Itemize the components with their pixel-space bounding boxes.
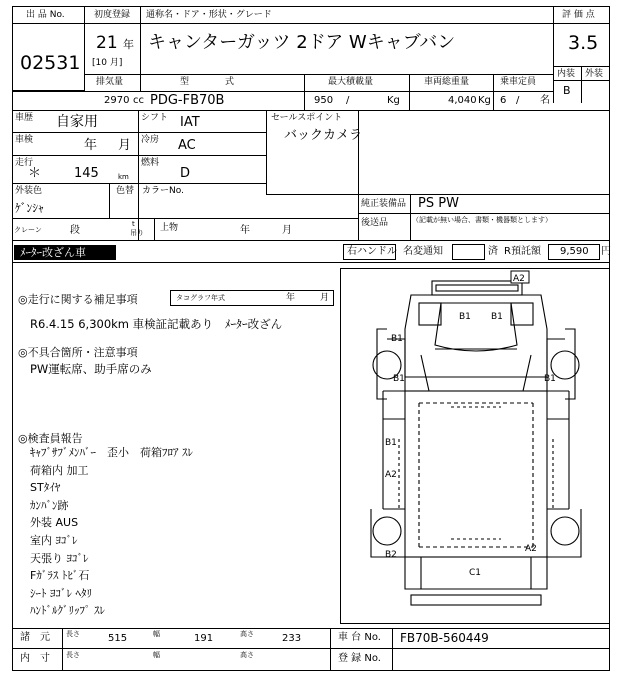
recycle-amount: 9,590	[560, 246, 589, 257]
lot-label: 出 品 No.	[26, 10, 65, 20]
tacho-month: 月	[320, 293, 330, 303]
right-handle: 右ハンドル	[347, 246, 397, 257]
inspection-year: 年	[84, 138, 98, 153]
recycle-label: R預託額	[504, 246, 541, 257]
genuine-label: 純正装備品	[361, 199, 407, 209]
capacity-unit: 名	[540, 95, 550, 106]
model-code: PDG-FB70B	[150, 93, 225, 108]
damage-mark-b1-left-side: B1	[393, 374, 405, 384]
fuel-label: 燃料	[141, 158, 160, 168]
inspection-label: 車検	[15, 135, 34, 145]
ext-color-value: ｹﾞﾝｼｬ	[15, 201, 44, 215]
meter-tampered-badge: ﾒｰﾀｰ改ざん車	[14, 245, 116, 260]
crane-year: 年	[240, 225, 250, 236]
driving-note: R6.4.15 6,300km 車検証記載あり ﾒｰﾀｰ改ざん	[30, 317, 283, 331]
inspector-title: ◎検査員報告	[18, 432, 83, 445]
aftermarket-note: （記載が無い場合、書類・機器類とします）	[412, 216, 552, 224]
inspector-item: 荷箱内 加工	[30, 463, 89, 477]
mileage-value: 145	[74, 166, 99, 181]
capacity-label: 乗車定員	[500, 77, 537, 87]
damage-mark-a2-rear-right: A2	[525, 544, 537, 554]
crane-month: 月	[282, 225, 292, 236]
crane-ton: t	[132, 220, 135, 228]
damage-mark-a2-box-left: A2	[385, 470, 397, 480]
inner-width-label: 幅	[153, 651, 160, 659]
displacement-label: 排気量	[96, 77, 124, 87]
inner-dims-label: 内 寸	[20, 653, 50, 664]
color-code-label: カラーNo.	[142, 186, 184, 196]
inspector-item: STﾀｲﾔ	[30, 481, 61, 495]
crane-unit-label: 上物	[160, 223, 179, 233]
damage-mark-b1-right-side: B1	[544, 374, 556, 384]
width-label: 幅	[153, 630, 160, 638]
reg-month: [10 月]	[92, 58, 123, 68]
damage-mark-b1-box-left: B1	[385, 438, 397, 448]
history-label: 車歴	[15, 113, 34, 123]
inspection-month: 月	[118, 138, 132, 153]
aftermarket-label: 後送品	[361, 218, 389, 228]
score-label: 評 価 点	[562, 10, 595, 20]
interior-grade-label: 内装	[557, 69, 576, 79]
driving-title: ◎走行に関する補足事項	[18, 293, 138, 306]
tacho-year: 年	[286, 293, 296, 303]
name-change-box	[452, 244, 485, 260]
max-load-value: 950	[314, 95, 334, 106]
width-value: 191	[194, 633, 214, 644]
gross-weight-unit: Kg	[478, 95, 491, 106]
crane-label: クレーン	[14, 226, 42, 234]
score-value: 3.5	[568, 32, 599, 54]
vehicle-diagram	[340, 268, 610, 624]
crane-hang: 吊り	[130, 229, 144, 237]
inner-height-label: 高さ	[240, 651, 254, 659]
sales-point: バックカメラ	[284, 128, 363, 143]
interior-grade: B	[563, 84, 571, 97]
inspector-item: ｼｰﾄ ﾖｺﾞﾚ ﾍﾀﾘ	[30, 586, 92, 600]
damage-mark-b1-cab-left: B1	[459, 312, 471, 322]
mileage-label: 走行	[15, 158, 34, 168]
defects-title: ◎不具合箇所・注意事項	[18, 346, 138, 359]
inspector-item: 室内 ﾖｺﾞﾚ	[30, 534, 78, 547]
reg-year: 21	[96, 33, 118, 53]
reg-no-label: 登 録 No.	[338, 653, 381, 664]
inspector-item: 外装 AUS	[30, 516, 79, 530]
max-load-sep: /	[346, 95, 350, 106]
mileage-mark: ＊	[28, 166, 42, 181]
inspector-item: 天張り ﾖｺﾞﾚ	[30, 551, 89, 565]
recycle-unit: 円	[601, 246, 611, 257]
inspector-item: ｷｬﾌﾞｻﾌﾞﾒﾝﾊﾞｰ 歪小 荷箱ﾌﾛｱ ｽﾚ	[30, 446, 193, 459]
tacho-label: タコグラフ年式	[176, 294, 225, 302]
shift-label: シフト	[141, 113, 169, 123]
defects-note: PW運転席、助手席のみ	[30, 362, 152, 376]
damage-mark-c1-rear: C1	[469, 568, 482, 578]
max-load-unit: Kg	[387, 95, 400, 106]
fuel-value: D	[180, 166, 191, 181]
inner-length-label: 長さ	[66, 651, 80, 659]
displacement-value: 2970	[104, 95, 130, 106]
gross-weight-value: 4,040	[448, 95, 477, 106]
capacity-sep: /	[516, 95, 520, 106]
max-load-label: 最大積載量	[328, 77, 374, 87]
capacity-value: 6	[500, 95, 507, 106]
model-name: キャンターガッツ 2ドア Wキャブバン	[148, 32, 456, 53]
inspector-item: ｶﾝﾊﾞﾝ跡	[30, 498, 69, 512]
crane-stage: 段	[70, 225, 80, 236]
shift-value: IAT	[180, 115, 200, 130]
model-code-label: 型 式	[180, 77, 235, 87]
chassis-label: 車 台 No.	[338, 632, 381, 643]
displacement-unit: cc	[133, 95, 144, 106]
gross-weight-label: 車両総重量	[424, 77, 470, 87]
dims-label: 諸 元	[20, 632, 50, 643]
ac-value: AC	[178, 138, 196, 153]
history-value: 自家用	[56, 114, 98, 130]
model-name-label: 通称名・ドア・形状・グレード	[146, 10, 272, 20]
length-label: 長さ	[66, 630, 80, 638]
damage-mark-b1-cab-right: B1	[491, 312, 503, 322]
damage-mark-a2-top: A2	[513, 274, 525, 284]
sales-point-label: セールスポイント	[271, 113, 343, 123]
genuine-value: PS PW	[418, 196, 459, 211]
mileage-unit: km	[118, 173, 129, 181]
truck-diagram	[341, 269, 611, 625]
name-change-label: 名変通知	[403, 246, 443, 257]
ac-label: 冷房	[141, 135, 160, 145]
reg-year-unit: 年	[123, 38, 134, 51]
exterior-grade-label: 外装	[585, 69, 604, 79]
first-reg-label: 初度登録	[94, 10, 131, 20]
length-value: 515	[108, 633, 128, 644]
inspector-item: Fｶﾞﾗｽ ﾄﾋﾞ石	[30, 569, 90, 583]
color-change-label: 色替	[116, 186, 135, 196]
chassis-number: FB70B-560449	[400, 631, 489, 645]
height-label: 高さ	[240, 630, 254, 638]
ext-color-label: 外装色	[15, 186, 43, 196]
recycle-mark: 済	[488, 246, 498, 257]
damage-mark-b1-left-door: B1	[391, 334, 403, 344]
lot-number: 02531	[20, 52, 81, 74]
height-value: 233	[282, 633, 302, 644]
inspector-item: ﾊﾝﾄﾞﾙｸﾞﾘｯﾌﾟ ｽﾚ	[30, 604, 105, 618]
damage-mark-b2-rear-left: B2	[385, 550, 397, 560]
